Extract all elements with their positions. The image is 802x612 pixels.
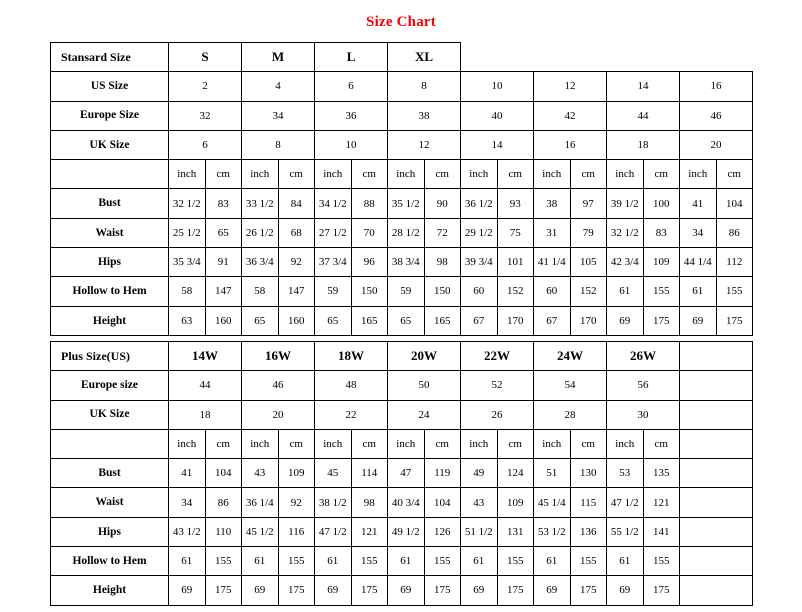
measurement-value: 33 1/2 (242, 189, 279, 218)
size-group-header: S (169, 43, 242, 72)
size-label-header: Stansard Size (51, 43, 169, 72)
measurement-value: 25 1/2 (169, 218, 206, 247)
table-header-row (51, 43, 753, 72)
size-group-header: XL (388, 43, 461, 72)
measurement-value: 69 (461, 576, 498, 605)
cell-value: 20 (680, 130, 753, 159)
measurement-value: 116 (278, 517, 315, 546)
measurement-value: 88 (351, 189, 388, 218)
measurement-value: 175 (278, 576, 315, 605)
measurement-value: 141 (643, 517, 680, 546)
unit-row-label (51, 429, 169, 458)
measurement-value: 86 (205, 488, 242, 517)
size-group-header: 24W (534, 342, 607, 371)
measurement-value: 59 (315, 277, 352, 306)
measurement-value: 45 1/4 (534, 488, 571, 517)
measurement-value: 45 1/2 (242, 517, 279, 546)
measurement-label: Waist (51, 218, 169, 247)
unit-cell: inch (607, 429, 644, 458)
measurement-row (51, 277, 753, 306)
cell-value: 14 (607, 72, 680, 101)
size-group-header: 20W (388, 342, 461, 371)
unit-cell: cm (643, 160, 680, 189)
measurement-value: 32 1/2 (607, 218, 644, 247)
cell-value: 44 (169, 371, 242, 400)
unit-cell: cm (497, 160, 534, 189)
unit-cell: inch (169, 429, 206, 458)
measurement-value: 175 (351, 576, 388, 605)
size-group-header: 22W (461, 342, 534, 371)
measurement-label: Hips (51, 248, 169, 277)
unit-cell: cm (205, 160, 242, 189)
size-label-header: Plus Size(US) (51, 342, 169, 371)
measurement-value: 92 (278, 248, 315, 277)
cell-value: 24 (388, 400, 461, 429)
measurement-value: 93 (497, 189, 534, 218)
measurement-value: 69 (242, 576, 279, 605)
measurement-value: 160 (278, 306, 315, 335)
measurement-value: 155 (643, 547, 680, 576)
measurement-value: 155 (716, 277, 753, 306)
measurement-value: 112 (716, 248, 753, 277)
cell-value: 38 (388, 101, 461, 130)
cell-value: 12 (534, 72, 607, 101)
measurement-value: 65 (205, 218, 242, 247)
table-row (51, 400, 753, 429)
standard-size-table (50, 42, 753, 336)
table-row (51, 130, 753, 159)
measurement-value: 104 (424, 488, 461, 517)
measurement-value: 109 (643, 248, 680, 277)
measurement-value: 34 1/2 (315, 189, 352, 218)
unit-cell: inch (169, 160, 206, 189)
unit-cell: inch (461, 429, 498, 458)
cell-value: 12 (388, 130, 461, 159)
measurement-value: 60 (534, 277, 571, 306)
measurement-value: 69 (607, 306, 644, 335)
measurement-value: 39 3/4 (461, 248, 498, 277)
row-label: UK Size (51, 130, 169, 159)
cell-value: 8 (388, 72, 461, 101)
measurement-value: 34 (169, 488, 206, 517)
measurement-value: 150 (424, 277, 461, 306)
measurement-label: Height (51, 306, 169, 335)
unit-cell: inch (534, 160, 571, 189)
measurement-value: 84 (278, 189, 315, 218)
measurement-value: 36 3/4 (242, 248, 279, 277)
measurement-label: Hollow to Hem (51, 547, 169, 576)
measurement-value: 105 (570, 248, 607, 277)
table-row (51, 101, 753, 130)
measurement-row (51, 218, 753, 247)
measurement-value: 121 (351, 517, 388, 546)
spacer-cell (680, 400, 753, 429)
spacer-cell (680, 576, 753, 605)
measurement-value: 98 (424, 248, 461, 277)
cell-value: 32 (169, 101, 242, 130)
measurement-row (51, 517, 753, 546)
measurement-value: 41 (169, 459, 206, 488)
size-group-header: 18W (315, 342, 388, 371)
measurement-value: 110 (205, 517, 242, 546)
measurement-value: 126 (424, 517, 461, 546)
measurement-value: 155 (424, 547, 461, 576)
measurement-value: 119 (424, 459, 461, 488)
measurement-value: 61 (242, 547, 279, 576)
measurement-value: 175 (424, 576, 461, 605)
unit-cell: cm (278, 160, 315, 189)
measurement-value: 41 (680, 189, 717, 218)
measurement-value: 61 (680, 277, 717, 306)
measurement-value: 101 (497, 248, 534, 277)
unit-cell: cm (424, 160, 461, 189)
measurement-value: 155 (205, 547, 242, 576)
measurement-value: 69 (680, 306, 717, 335)
measurement-value: 91 (205, 248, 242, 277)
cell-value: 4 (242, 72, 315, 101)
measurement-value: 67 (534, 306, 571, 335)
measurement-value: 152 (570, 277, 607, 306)
measurement-value: 96 (351, 248, 388, 277)
plus-size-table (50, 341, 753, 606)
measurement-value: 59 (388, 277, 425, 306)
measurement-value: 90 (424, 189, 461, 218)
spacer-cell (680, 429, 753, 458)
measurement-value: 44 1/4 (680, 248, 717, 277)
measurement-value: 45 (315, 459, 352, 488)
unit-cell: cm (716, 160, 753, 189)
measurement-value: 104 (205, 459, 242, 488)
measurement-value: 155 (351, 547, 388, 576)
measurement-value: 160 (205, 306, 242, 335)
spacer-cell (680, 371, 753, 400)
measurement-value: 115 (570, 488, 607, 517)
unit-row-label (51, 160, 169, 189)
unit-cell: cm (351, 160, 388, 189)
measurement-value: 175 (570, 576, 607, 605)
measurement-value: 61 (607, 547, 644, 576)
cell-value: 10 (315, 130, 388, 159)
measurement-value: 53 (607, 459, 644, 488)
unit-cell: cm (278, 429, 315, 458)
size-group-header: 26W (607, 342, 680, 371)
measurement-value: 69 (534, 576, 571, 605)
measurement-value: 83 (205, 189, 242, 218)
measurement-value: 170 (497, 306, 534, 335)
measurement-value: 170 (570, 306, 607, 335)
measurement-value: 39 1/2 (607, 189, 644, 218)
measurement-value: 175 (643, 576, 680, 605)
measurement-value: 136 (570, 517, 607, 546)
unit-cell: cm (643, 429, 680, 458)
measurement-value: 155 (643, 277, 680, 306)
cell-value: 50 (388, 371, 461, 400)
measurement-value: 61 (315, 547, 352, 576)
unit-cell: inch (388, 429, 425, 458)
measurement-value: 40 3/4 (388, 488, 425, 517)
measurement-value: 75 (497, 218, 534, 247)
spacer-cell (680, 488, 753, 517)
measurement-value: 38 3/4 (388, 248, 425, 277)
measurement-label: Hips (51, 517, 169, 546)
unit-cell: cm (351, 429, 388, 458)
measurement-value: 65 (242, 306, 279, 335)
measurement-value: 124 (497, 459, 534, 488)
measurement-value: 83 (643, 218, 680, 247)
unit-cell: inch (680, 160, 717, 189)
measurement-value: 155 (278, 547, 315, 576)
measurement-value: 175 (497, 576, 534, 605)
cell-value: 18 (169, 400, 242, 429)
unit-cell: cm (570, 160, 607, 189)
measurement-label: Bust (51, 459, 169, 488)
cell-value: 48 (315, 371, 388, 400)
cell-value: 6 (169, 130, 242, 159)
cell-value: 16 (680, 72, 753, 101)
unit-cell: inch (242, 429, 279, 458)
measurement-value: 55 1/2 (607, 517, 644, 546)
measurement-value: 69 (607, 576, 644, 605)
cell-value: 2 (169, 72, 242, 101)
row-label: Europe Size (51, 101, 169, 130)
measurement-row (51, 306, 753, 335)
unit-cell: inch (315, 160, 352, 189)
spacer-cell (680, 547, 753, 576)
measurement-value: 63 (169, 306, 206, 335)
measurement-value: 155 (497, 547, 534, 576)
measurement-value: 58 (169, 277, 206, 306)
unit-row (51, 160, 753, 189)
measurement-value: 36 1/4 (242, 488, 279, 517)
measurement-value: 104 (716, 189, 753, 218)
measurement-value: 37 3/4 (315, 248, 352, 277)
measurement-label: Waist (51, 488, 169, 517)
cell-value: 10 (461, 72, 534, 101)
measurement-value: 109 (497, 488, 534, 517)
measurement-value: 31 (534, 218, 571, 247)
cell-value: 6 (315, 72, 388, 101)
measurement-row (51, 459, 753, 488)
measurement-value: 86 (716, 218, 753, 247)
cell-value: 46 (242, 371, 315, 400)
measurement-value: 38 (534, 189, 571, 218)
cell-value: 36 (315, 101, 388, 130)
spacer-cell (680, 517, 753, 546)
measurement-value: 43 (242, 459, 279, 488)
size-group-header: L (315, 43, 388, 72)
measurement-value: 61 (169, 547, 206, 576)
measurement-value: 165 (424, 306, 461, 335)
cell-value: 56 (607, 371, 680, 400)
measurement-value: 68 (278, 218, 315, 247)
measurement-value: 97 (570, 189, 607, 218)
measurement-value: 79 (570, 218, 607, 247)
measurement-value: 100 (643, 189, 680, 218)
measurement-value: 49 (461, 459, 498, 488)
measurement-value: 65 (315, 306, 352, 335)
cell-value: 28 (534, 400, 607, 429)
measurement-value: 121 (643, 488, 680, 517)
measurement-value: 98 (351, 488, 388, 517)
measurement-value: 109 (278, 459, 315, 488)
table-header-row (51, 342, 753, 371)
measurement-value: 165 (351, 306, 388, 335)
measurement-value: 53 1/2 (534, 517, 571, 546)
cell-value: 18 (607, 130, 680, 159)
measurement-value: 38 1/2 (315, 488, 352, 517)
measurement-value: 150 (351, 277, 388, 306)
measurement-value: 32 1/2 (169, 189, 206, 218)
measurement-value: 34 (680, 218, 717, 247)
cell-value: 22 (315, 400, 388, 429)
measurement-value: 43 (461, 488, 498, 517)
measurement-value: 175 (205, 576, 242, 605)
spacer-cell (680, 342, 753, 371)
measurement-value: 65 (388, 306, 425, 335)
size-group-header: 14W (169, 342, 242, 371)
cell-value: 42 (534, 101, 607, 130)
measurement-value: 42 3/4 (607, 248, 644, 277)
measurement-value: 47 (388, 459, 425, 488)
measurement-row (51, 488, 753, 517)
measurement-row (51, 248, 753, 277)
unit-cell: inch (534, 429, 571, 458)
size-group-header: M (242, 43, 315, 72)
measurement-value: 51 (534, 459, 571, 488)
cell-value: 52 (461, 371, 534, 400)
measurement-value: 147 (278, 277, 315, 306)
measurement-value: 36 1/2 (461, 189, 498, 218)
measurement-label: Bust (51, 189, 169, 218)
measurement-value: 28 1/2 (388, 218, 425, 247)
measurement-value: 72 (424, 218, 461, 247)
size-group-header: 16W (242, 342, 315, 371)
measurement-value: 61 (461, 547, 498, 576)
measurement-value: 47 1/2 (607, 488, 644, 517)
cell-value: 8 (242, 130, 315, 159)
measurement-value: 47 1/2 (315, 517, 352, 546)
measurement-value: 27 1/2 (315, 218, 352, 247)
measurement-value: 35 1/2 (388, 189, 425, 218)
table-row (51, 371, 753, 400)
cell-value: 54 (534, 371, 607, 400)
measurement-value: 60 (461, 277, 498, 306)
unit-cell: cm (205, 429, 242, 458)
cell-value: 40 (461, 101, 534, 130)
spacer-cell (680, 459, 753, 488)
measurement-value: 69 (388, 576, 425, 605)
page-title: Size Chart (366, 14, 436, 30)
measurement-label: Height (51, 576, 169, 605)
measurement-value: 130 (570, 459, 607, 488)
unit-cell: inch (388, 160, 425, 189)
measurement-value: 92 (278, 488, 315, 517)
measurement-value: 29 1/2 (461, 218, 498, 247)
cell-value: 44 (607, 101, 680, 130)
measurement-value: 175 (716, 306, 753, 335)
table-row (51, 72, 753, 101)
measurement-value: 61 (388, 547, 425, 576)
unit-cell: inch (315, 429, 352, 458)
measurement-label: Hollow to Hem (51, 277, 169, 306)
measurement-value: 51 1/2 (461, 517, 498, 546)
cell-value: 46 (680, 101, 753, 130)
measurement-value: 41 1/4 (534, 248, 571, 277)
row-label: UK Size (51, 400, 169, 429)
measurement-value: 67 (461, 306, 498, 335)
measurement-value: 58 (242, 277, 279, 306)
measurement-value: 147 (205, 277, 242, 306)
measurement-value: 135 (643, 459, 680, 488)
measurement-value: 35 3/4 (169, 248, 206, 277)
measurement-value: 131 (497, 517, 534, 546)
measurement-row (51, 547, 753, 576)
measurement-value: 61 (534, 547, 571, 576)
unit-cell: cm (424, 429, 461, 458)
unit-cell: inch (461, 160, 498, 189)
cell-value: 16 (534, 130, 607, 159)
cell-value: 14 (461, 130, 534, 159)
cell-value: 20 (242, 400, 315, 429)
measurement-value: 49 1/2 (388, 517, 425, 546)
unit-cell: inch (607, 160, 644, 189)
cell-value: 30 (607, 400, 680, 429)
measurement-value: 43 1/2 (169, 517, 206, 546)
unit-cell: cm (497, 429, 534, 458)
unit-cell: inch (242, 160, 279, 189)
measurement-value: 114 (351, 459, 388, 488)
row-label: Europe size (51, 371, 169, 400)
measurement-value: 175 (643, 306, 680, 335)
measurement-value: 26 1/2 (242, 218, 279, 247)
measurement-value: 69 (169, 576, 206, 605)
measurement-row (51, 576, 753, 605)
measurement-value: 61 (607, 277, 644, 306)
measurement-value: 70 (351, 218, 388, 247)
unit-cell: cm (570, 429, 607, 458)
measurement-value: 152 (497, 277, 534, 306)
cell-value: 26 (461, 400, 534, 429)
row-label: US Size (51, 72, 169, 101)
measurement-value: 155 (570, 547, 607, 576)
cell-value: 34 (242, 101, 315, 130)
measurement-row (51, 189, 753, 218)
measurement-value: 69 (315, 576, 352, 605)
unit-row (51, 429, 753, 458)
